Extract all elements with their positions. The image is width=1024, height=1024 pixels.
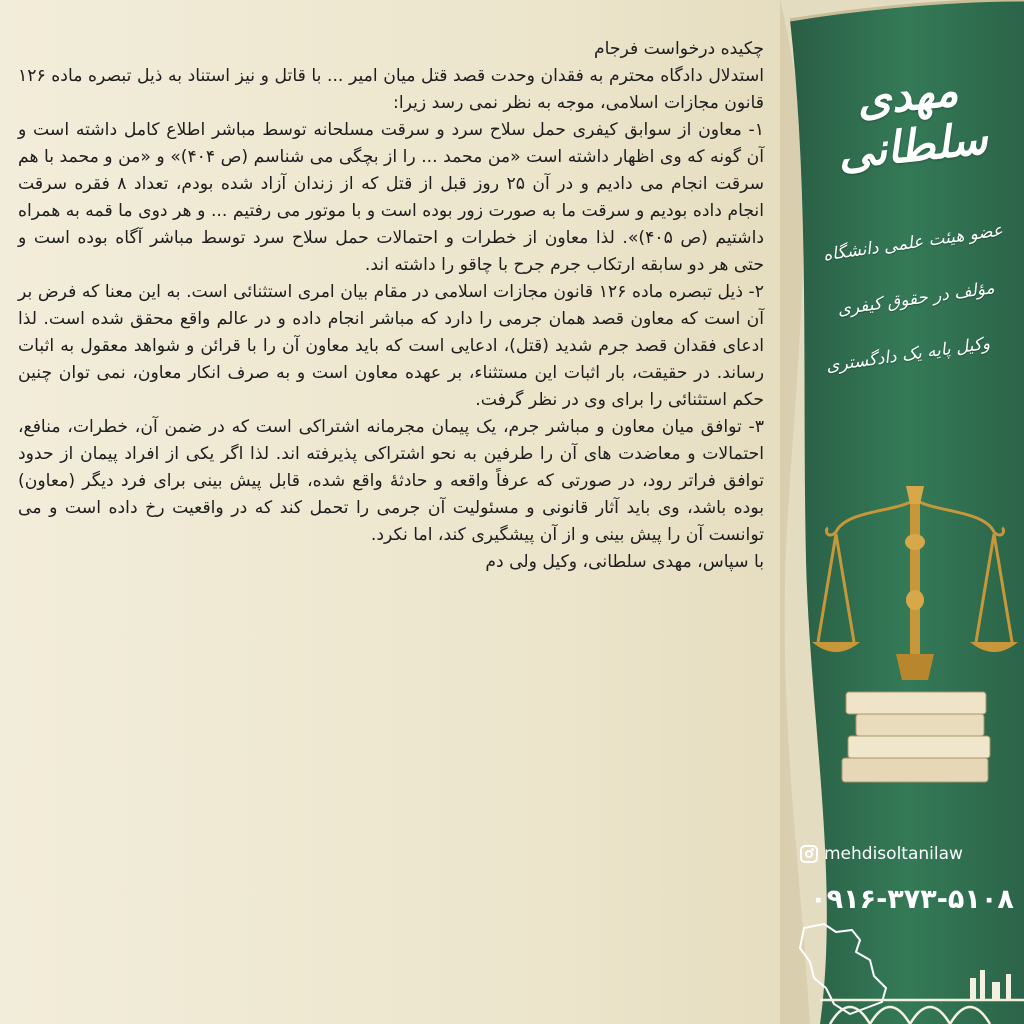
phone-number[interactable]: ۰۹۱۶-۳۷۳-۵۱۰۸: [810, 884, 1014, 915]
document-title: چکیده درخواست فرجام: [594, 39, 764, 59]
credentials-list: [798, 215, 1024, 383]
document-paragraph-intro: استدلال دادگاه محترم به فقدان وحدت قصد قتل میان امیر ... با قاتل و نیز استناد به ذیل تبصره ماده ۱۲۶ قانون مجازات اسلامی، موجه به نظر نمی رسد زیرا:: [18, 66, 764, 113]
brand-name: مهدی سلطانی: [835, 64, 990, 180]
credential-author: مؤلف در حقوق کیفری: [836, 278, 996, 320]
books-icon: [842, 692, 990, 782]
document-signature: با سپاس، مهدی سلطانی، وکیل ولی دم: [485, 552, 764, 572]
instagram-icon: [800, 845, 818, 863]
instagram-link[interactable]: [800, 841, 1024, 867]
instagram-handle: mehdisoltanilaw: [824, 844, 963, 864]
scales-of-justice-icon: [806, 482, 1024, 802]
document-paragraph-1: ۱- معاون از سوابق کیفری حمل سلاح سرد و سرقت مسلحانه توسط مباشر اطلاع کامل داشته است و آن گونه که وی اظهار داشته است «من محمد ... را از بچگی می شناسم (ص ۴۰۴)» و «من و محمد با هم سرقت انجام می دادیم و در آن ۲۵ روز قبل از قتل که از زندان آزاد شده بودم، تعداد ۸ فقره سرقت انجام داده بودیم و سرقت ما به صورت زور بوده است و با موتور می رفتیم ... و هر دوی ما قمه به همراه داشتیم (ص ۴۰۵)». لذا معاون از خطرات و احتمالات حمل سلاح سرد توسط مباشر آگاه بوده است و حتی هر دو سابقه ارتکاب جرم جرح با چاقو را داشته اند.: [18, 120, 764, 275]
credential-faculty: عضو هیئت علمی دانشگاه: [821, 220, 1005, 266]
document-paragraph-3: ۳- توافق میان معاون و مباشر جرم، یک پیمان مجرمانه اشتراکی است که در ضمن آن، خطرات، منافع، احتمالات و معاضدت های آن را طرفین به نحو اشتراکی پذیرفته اند. لذا اگر یکی از افراد پیمان از حدود توافق فراتر رود، در صورتی که عرفاً واقعه و حادثهٔ واقع شده، قابل پیش بینی برای فرد دیگر (معاون) بوده باشد، وی باید آثار قانونی و مسئولیت آن جرمی را تحمل کند که در واقعیت رخ داده است و می توانست آن را پیش بینی و از آن پیشگیری کند، اما نکرد.: [18, 417, 764, 545]
credential-lawyer: وکیل پایه یک دادگستری: [824, 333, 992, 377]
document-paragraph-2: ۲- ذیل تبصره ماده ۱۲۶ قانون مجازات اسلامی در مقام بیان امری استثنائی است. به این معنا که فرض بر آن است که معاون قصد همان جرمی را دارد که مباشر انجام داده و در عالم واقع محقق شده است. لذا ادعای فقدان قصد جرم شدید (قتل)، ادعایی است که باید معاون آن را با قرائن و شواهد معقول به اثبات رساند. در حقیقت، بار اثبات این مستثناء، بر عهده معاون است و به صرف انکار معاون، نمی توان چنین حکم استثنائی را برای وی در نظر گرفت.: [18, 282, 764, 410]
document-body: [18, 36, 764, 576]
bridge-icon: [820, 960, 1024, 1024]
